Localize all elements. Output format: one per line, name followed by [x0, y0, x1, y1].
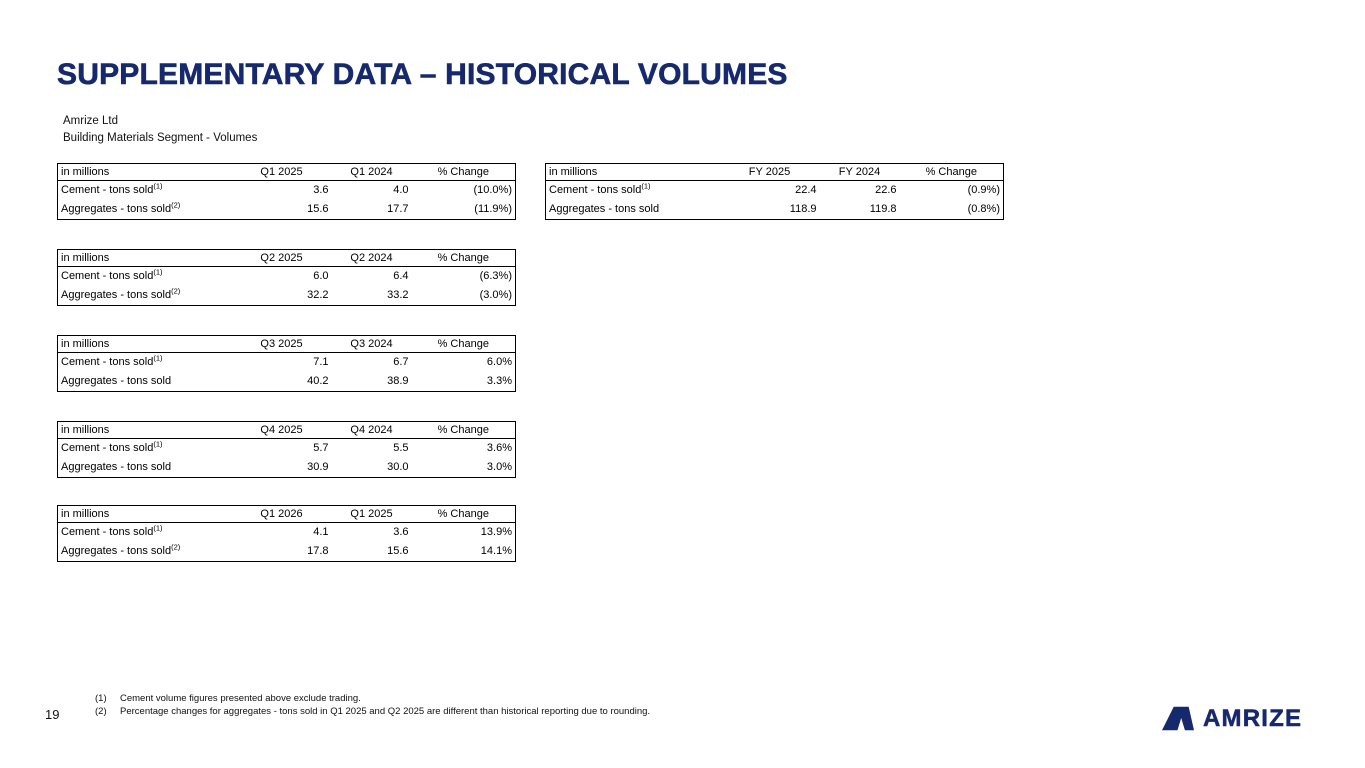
table-row	[546, 181, 1004, 201]
segment-label: Building Materials Segment - Volumes	[63, 132, 258, 144]
company-name: Amrize Ltd	[63, 115, 118, 127]
table-row	[58, 286, 516, 306]
table-row	[58, 181, 516, 201]
column-header: FY 2024	[838, 166, 881, 178]
footnote-2-text: Percentage changes for aggregates - tons sold in Q1 2025 and Q2 2025 are different than historical reporting due to rounding.	[120, 706, 651, 717]
value-cell: 6.0	[313, 270, 329, 282]
footnote-ref: (2)	[171, 200, 181, 210]
header-row	[58, 336, 516, 353]
volumes-table	[57, 163, 516, 220]
header-row	[58, 422, 516, 439]
value-cell: 3.6	[313, 184, 329, 196]
table-q1-2025	[57, 163, 515, 220]
value-cell: 15.6	[387, 545, 409, 557]
table-row	[546, 200, 1004, 220]
footnote-ref: (1)	[153, 181, 163, 191]
volumes-table	[57, 249, 516, 306]
value-cell: 17.7	[387, 203, 409, 215]
table-row	[58, 458, 516, 478]
value-cell: 30.9	[307, 461, 329, 473]
footnote-ref: (2)	[171, 542, 181, 552]
row-label: Aggregates - tons sold$^{(2)}$	[61, 286, 181, 301]
amrize-logo-wordmark: AMRIZE	[1203, 705, 1303, 732]
row-label: Cement - tons sold$^{(1)}$	[61, 439, 163, 454]
row-label: Aggregates - tons sold$^{(2)}$	[61, 542, 181, 557]
footnote-ref: (1)	[641, 181, 651, 191]
units-header: in millions	[61, 424, 110, 436]
row-label: Cement - tons sold$^{(1)}$	[61, 181, 163, 196]
value-cell: 4.1	[313, 526, 329, 538]
column-header: % Change	[437, 338, 489, 350]
value-cell: 6.7	[393, 356, 409, 368]
footnote-ref: (1)	[153, 523, 163, 533]
column-header: % Change	[437, 252, 489, 264]
column-header: Q1 2026	[260, 508, 303, 520]
page-number: 19	[45, 707, 60, 722]
footnote-2-number: (2)	[95, 706, 107, 717]
column-header: Q2 2025	[260, 252, 303, 264]
table-row	[58, 542, 516, 562]
page-title: SUPPLEMENTARY DATA – HISTORICAL VOLUMES	[57, 58, 788, 91]
header-row	[58, 506, 516, 523]
table-row	[58, 353, 516, 373]
units-header: in millions	[61, 338, 110, 350]
value-cell: 6.4	[393, 270, 409, 282]
value-cell: 33.2	[387, 289, 409, 301]
value-cell: 40.2	[307, 375, 329, 387]
table-row	[58, 439, 516, 459]
footnote-1	[95, 692, 650, 705]
value-cell: 5.7	[313, 442, 329, 454]
column-header: Q3 2024	[350, 338, 393, 350]
footnote-2	[95, 705, 650, 718]
footnote-1-text: Cement volume figures presented above exclude trading.	[120, 693, 361, 704]
row-label: Aggregates - tons sold	[549, 203, 660, 215]
value-cell: (3.0%)	[479, 289, 512, 301]
table-fy-2025	[545, 163, 1002, 220]
value-cell: 22.6	[875, 184, 897, 196]
footnote-1-number: (1)	[95, 693, 107, 704]
row-label: Aggregates - tons sold	[61, 375, 172, 387]
column-header: Q4 2024	[350, 424, 393, 436]
volumes-table	[57, 335, 516, 392]
footnotes	[95, 692, 650, 718]
column-header: Q1 2025	[260, 166, 303, 178]
column-header: Q2 2024	[350, 252, 393, 264]
value-cell: 13.9%	[480, 526, 512, 538]
volumes-table	[57, 505, 516, 562]
amrize-logo-mark-icon	[1162, 706, 1194, 731]
column-header: % Change	[925, 166, 977, 178]
volumes-table	[57, 421, 516, 478]
header-row	[58, 250, 516, 267]
row-label: Cement - tons sold$^{(1)}$	[61, 523, 163, 538]
footnote-ref: (1)	[153, 439, 163, 449]
footnote-ref: (1)	[153, 353, 163, 363]
column-header: Q1 2024	[350, 166, 393, 178]
table-row	[58, 200, 516, 220]
table-q2-2025	[57, 249, 515, 306]
value-cell: 30.0	[387, 461, 409, 473]
table-row	[58, 267, 516, 287]
table-row	[58, 372, 516, 392]
header-row	[546, 164, 1004, 181]
column-header: Q1 2025	[350, 508, 393, 520]
amrize-logo	[1162, 706, 1302, 731]
row-label: Cement - tons sold$^{(1)}$	[549, 181, 651, 196]
value-cell: 4.0	[393, 184, 409, 196]
value-cell: 3.3%	[486, 375, 512, 387]
table-q3-2025	[57, 335, 515, 392]
subtitle-block	[63, 113, 257, 147]
table-row	[58, 523, 516, 543]
units-header: in millions	[61, 252, 110, 264]
units-header: in millions	[61, 166, 110, 178]
value-cell: (0.8%)	[967, 203, 1000, 215]
footnote-ref: (2)	[171, 286, 181, 296]
value-cell: 22.4	[795, 184, 817, 196]
footnote-ref: (1)	[153, 267, 163, 277]
value-cell: 3.0%	[486, 461, 512, 473]
row-label: Cement - tons sold$^{(1)}$	[61, 353, 163, 368]
value-cell: 38.9	[387, 375, 409, 387]
row-label: Cement - tons sold$^{(1)}$	[61, 267, 163, 282]
row-label: Aggregates - tons sold$^{(2)}$	[61, 200, 181, 215]
value-cell: 17.8	[307, 545, 329, 557]
value-cell: 6.0%	[486, 356, 512, 368]
column-header: Q4 2025	[260, 424, 303, 436]
volumes-table	[545, 163, 1004, 220]
value-cell: 5.5	[393, 442, 409, 454]
value-cell: 3.6%	[486, 442, 512, 454]
value-cell: 3.6	[393, 526, 409, 538]
column-header: FY 2025	[748, 166, 791, 178]
value-cell: 119.8	[869, 203, 897, 215]
value-cell: 118.9	[789, 203, 817, 215]
value-cell: 14.1%	[480, 545, 512, 557]
value-cell: (11.9%)	[474, 203, 512, 215]
value-cell: 32.2	[307, 289, 329, 301]
row-label: Aggregates - tons sold	[61, 461, 172, 473]
column-header: % Change	[437, 166, 489, 178]
units-header: in millions	[549, 166, 598, 178]
value-cell: (10.0%)	[473, 184, 512, 196]
value-cell: 15.6	[307, 203, 329, 215]
table-q4-2025	[57, 421, 515, 478]
column-header: Q3 2025	[260, 338, 303, 350]
value-cell: (6.3%)	[479, 270, 512, 282]
header-row	[58, 164, 516, 181]
value-cell: 7.1	[313, 356, 329, 368]
column-header: % Change	[437, 424, 489, 436]
table-q1-2026	[57, 505, 515, 562]
value-cell: (0.9%)	[967, 184, 1000, 196]
units-header: in millions	[61, 508, 110, 520]
column-header: % Change	[437, 508, 489, 520]
